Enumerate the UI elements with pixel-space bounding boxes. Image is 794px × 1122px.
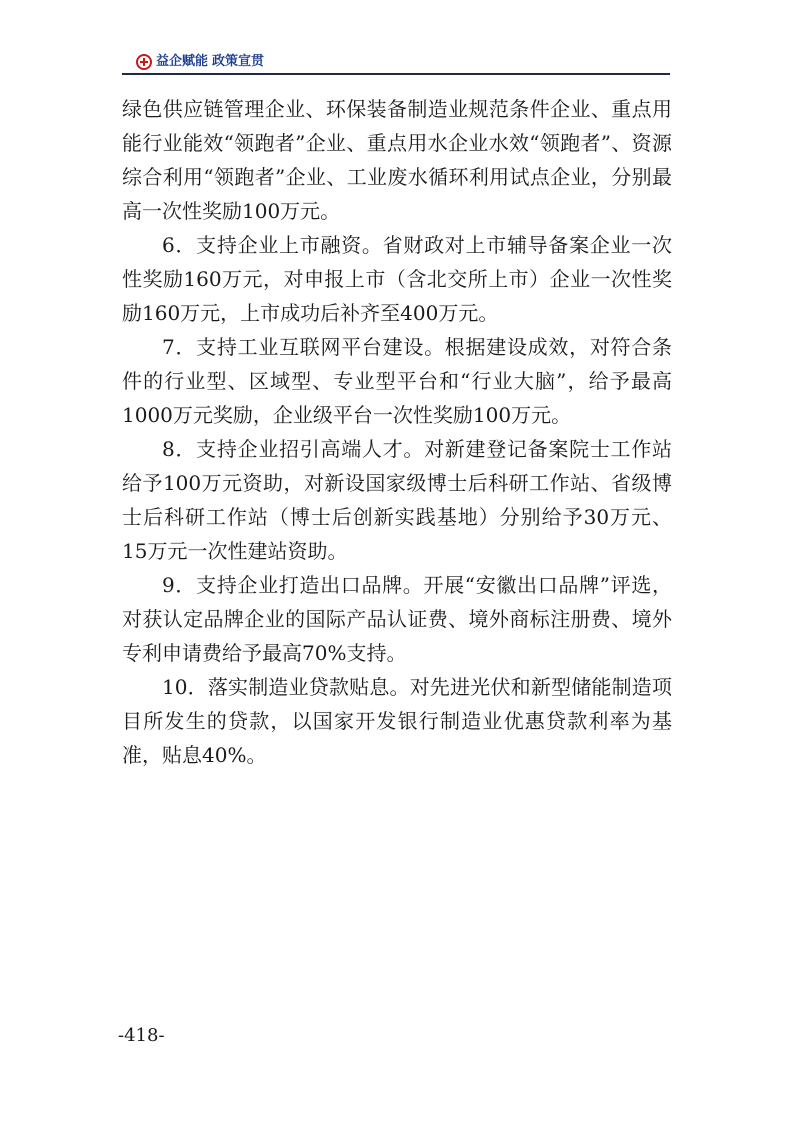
header-rule	[122, 73, 670, 75]
paragraph-item-9: 9．支持企业打造出口品牌。开展“安徽出口品牌”评选，对获认定品牌企业的国际产品认证费、境外商标注册费、境外专利申请费给予最高70%支持。	[122, 573, 672, 665]
page-number: -418-	[118, 1025, 165, 1046]
paragraph-item-8: 8．支持企业招引高端人才。对新建登记备案院士工作站给予100万元资助，对新设国家级博士后科研工作站、省级博士后科研工作站（博士后创新实践基地）分别给予30万元、15万元一次性建站资助。	[122, 437, 672, 563]
brand-logo-icon	[136, 54, 152, 70]
paragraph-continuation: 绿色供应链管理企业、环保装备制造业规范条件企业、重点用能行业能效“领跑者”企业、重点用水企业水效“领跑者”、资源综合利用“领跑者”企业、工业废水循环利用试点企业，分别最高一次性奖励100万元。	[122, 97, 672, 223]
brand-slogan: 政策宣贯	[212, 54, 265, 69]
document-body	[122, 92, 672, 772]
brand-title	[156, 52, 264, 72]
paragraph-item-6: 6．支持企业上市融资。省财政对上市辅导备案企业一次性奖励160万元，对申报上市（含北交所上市）企业一次性奖励160万元，上市成功后补齐至400万元。	[122, 233, 672, 325]
brand-name: 益企赋能	[156, 54, 209, 69]
page-header	[122, 52, 670, 74]
paragraph-item-10: 10．落实制造业贷款贴息。对先进光伏和新型储能制造项目所发生的贷款，以国家开发银行制造业优惠贷款利率为基准，贴息40%。	[122, 675, 672, 767]
paragraph-item-7: 7．支持工业互联网平台建设。根据建设成效，对符合条件的行业型、区域型、专业型平台和“行业大脑”，给予最高1000万元奖励，企业级平台一次性奖励100万元。	[122, 335, 672, 427]
